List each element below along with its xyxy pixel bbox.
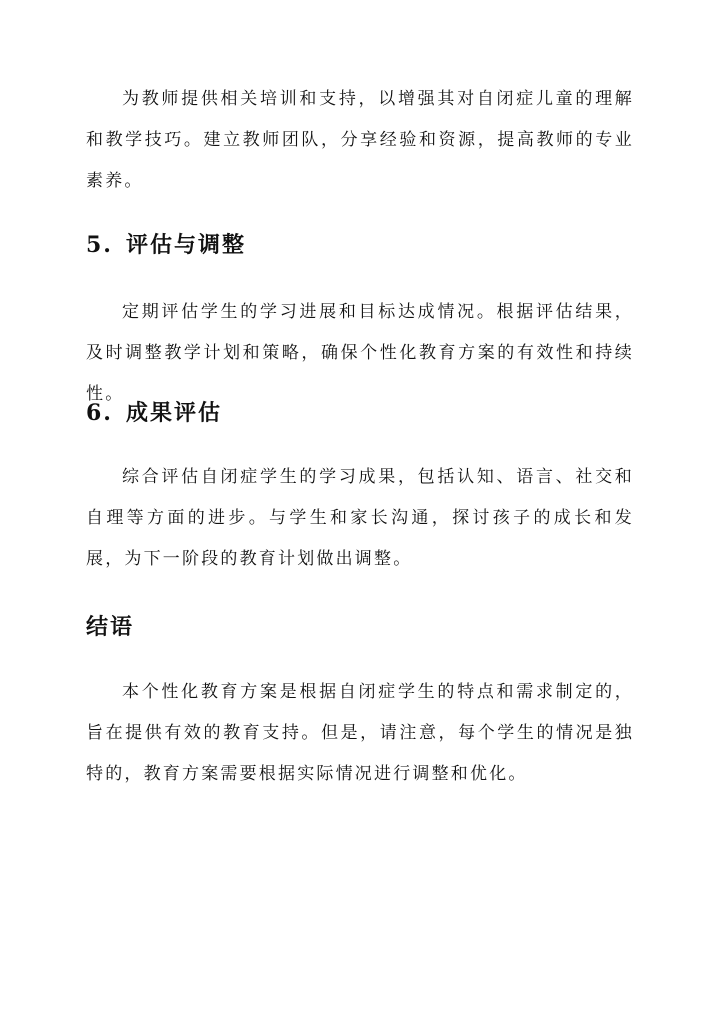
section-title: 评估与调整 <box>126 232 247 258</box>
section-heading-5 <box>86 230 246 260</box>
paragraph-conclusion: 本个性化教育方案是根据自闭症学生的特点和需求制定的，旨在提供有效的教育支持。但是，请注意，每个学生的情况是独特的，教育方案需要根据实际情况进行调整和优化。 <box>86 682 634 784</box>
section-number: 6. <box>86 400 113 426</box>
paragraph-assessment-adjust: 定期评估学生的学习进展和目标达成情况。根据评估结果，及时调整教学计划和策略，确保个性化教育方案的有效性和持续性。 <box>86 302 634 404</box>
section-heading-6 <box>86 398 222 428</box>
paragraph-outcome-assessment: 综合评估自闭症学生的学习成果，包括认知、语言、社交和自理等方面的进步。与学生和家长沟通，探讨孩子的成长和发展，为下一阶段的教育计划做出调整。 <box>86 467 634 569</box>
paragraph-teacher-support: 为教师提供相关培训和支持，以增强其对自闭症儿童的理解和教学技巧。建立教师团队，分享经验和资源，提高教师的专业素养。 <box>86 89 634 191</box>
section-title: 成果评估 <box>126 400 223 426</box>
conclusion-heading: 结语 <box>86 614 135 640</box>
section-number: 5. <box>86 232 113 258</box>
